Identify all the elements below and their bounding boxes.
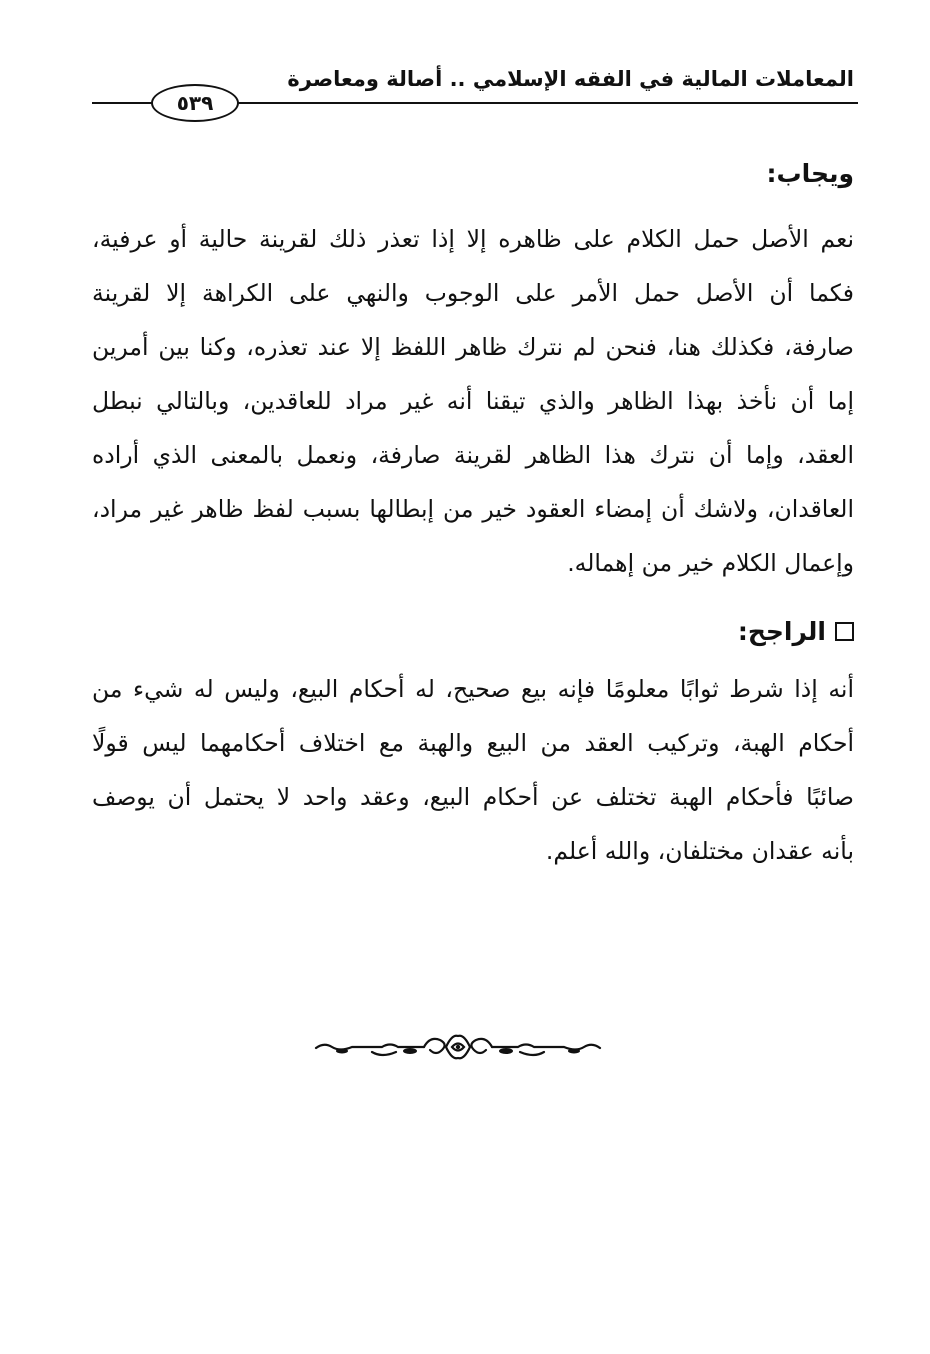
decorative-divider-ornament <box>312 1030 604 1064</box>
paragraph-line: العاقدان، ولاشك أن إمضاء العقود خير من إبطالها بسبب لفظ ظاهر غير مراد، <box>92 495 854 523</box>
running-title: المعاملات المالية في الفقه الإسلامي .. أصالة ومعاصرة <box>287 67 854 91</box>
paragraph-line: وإعمال الكلام خير من إهماله. <box>567 549 854 577</box>
paragraph-line: بأنه عقدان مختلفان، والله أعلم. <box>545 837 854 865</box>
answer-paragraph <box>92 212 854 590</box>
paragraph-line: فكما أن الأصل حمل الأمر على الوجوب والنهي على الكراهة إلا لقرينة <box>92 279 854 307</box>
checkbox-square-icon <box>835 622 854 641</box>
preferred-paragraph <box>92 662 854 878</box>
paragraph-line: صارفة، فكذلك هنا، فنحن لم نترك ظاهر اللفظ إلا عند تعذره، وكنا بين أمرين <box>92 333 854 361</box>
paragraph-line: إما أن نأخذ بهذا الظاهر والذي تيقنا أنه غير مراد للعاقدين، وبالتالي نبطل <box>92 387 854 415</box>
preferred-heading-row <box>94 612 854 652</box>
preferred-heading: الراجح: <box>737 617 826 646</box>
page-number: ٥٣٩ <box>151 84 239 122</box>
answer-heading: ويجاب: <box>766 159 854 188</box>
paragraph-line: أحكام الهبة، وتركيب العقد من البيع والهبة مع اختلاف أحكامهما ليس قولًا <box>92 729 854 757</box>
paragraph-line: نعم الأصل حمل الكلام على ظاهره إلا إذا تعذر ذلك لقرينة حالية أو عرفية، <box>92 225 854 253</box>
paragraph-line: العقد، وإما أن نترك هذا الظاهر لقرينة صارفة، ونعمل بالمعنى الذي أراده <box>92 441 854 469</box>
paragraph-line: أنه إذا شرط ثوابًا معلومًا فإنه بيع صحيح، له أحكام البيع، وليس له شيء من <box>92 675 854 703</box>
paragraph-line: صائبًا فأحكام الهبة تختلف عن أحكام البيع، وعقد واحد لا يحتمل أن يوصف <box>92 783 854 811</box>
